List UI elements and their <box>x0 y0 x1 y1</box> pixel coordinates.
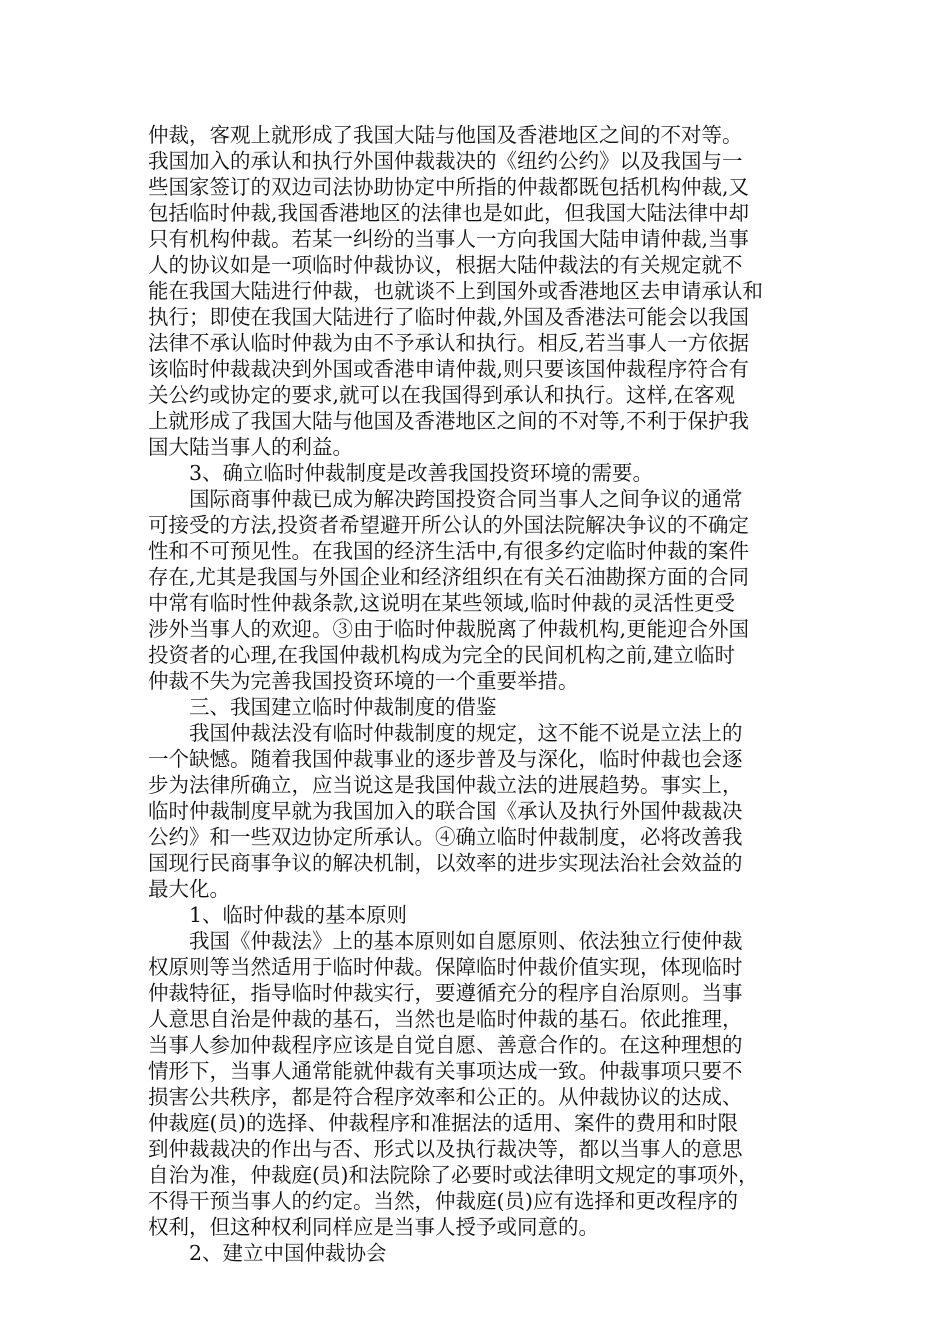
text-line: 一个缺憾。随着我国仲裁事业的逐步普及与深化，临时仲裁也会逐 <box>148 747 743 771</box>
text-line: 我国加入的承认和执行外国仲裁裁决的《纽约公约》以及我国与一 <box>148 149 743 173</box>
text-line: 不得干预当事人的约定。当然，仲裁庭(员)应有选择和更改程序的 <box>148 1189 738 1213</box>
text-line: 国现行民商事争议的解决机制，以效率的进步实现法治社会效益的 <box>148 851 743 875</box>
text-line: 自治为准，仲裁庭(员)和法院除了必要时或法律明文规定的事项外， <box>148 1163 759 1187</box>
text-line: 投资者的心理,在我国仲裁机构成为完全的民间机构之前,建立临时 <box>148 643 736 667</box>
text-line: 权利，但这种权利同样应是当事人授予或同意的。 <box>148 1215 599 1239</box>
text-line: 存在,尤其是我国与外国企业和经济组织在有关石油勘探方面的合同 <box>148 565 750 589</box>
text-line: 仲裁特征，指导临时仲裁实行，要遵循充分的程序自治原则。当事 <box>148 981 743 1005</box>
text-line: 可接受的方法,投资者希望避开所公认的外国法院解决争议的不确定 <box>148 513 750 537</box>
text-line: 损害公共秩序，都是符合程序效率和公正的。从仲裁协议的达成、 <box>148 1085 743 1109</box>
text-line: 仲裁庭(员)的选择、仲裁程序和准据法的适用、案件的费用和时限 <box>148 1111 738 1135</box>
text-line: 当事人参加仲裁程序应该是自觉自愿、善意合作的。在这种理想的 <box>148 1033 743 1057</box>
text-line: 执行；即使在我国大陆进行了临时仲裁,外国及香港法可能会以我国 <box>148 305 750 329</box>
text-line: 我国《仲裁法》上的基本原则如自愿原则、依法独立行使仲裁 <box>189 929 743 953</box>
text-line: 人意思自治是仲裁的基石，当然也是临时仲裁的基石。依此推理， <box>148 1007 743 1031</box>
text-line: 仲裁不失为完善我国投资环境的一个重要举措。 <box>148 669 579 693</box>
document-body <box>148 122 808 1266</box>
text-line: 性和不可预见性。在我国的经济生活中,有很多约定临时仲裁的案件 <box>148 539 750 563</box>
text-line: 临时仲裁制度早就为我国加入的联合国《承认及执行外国仲裁裁决 <box>148 799 743 823</box>
text-line: 人的协议如是一项临时仲裁协议，根据大陆仲裁法的有关规定就不 <box>148 253 743 277</box>
text-line: 2、建立中国仲裁协会 <box>189 1241 387 1265</box>
text-line: 情形下，当事人通常能就仲裁有关事项达成一致。仲裁事项只要不 <box>148 1059 743 1083</box>
text-line: 国际商事仲裁已成为解决跨国投资合同当事人之间争议的通常 <box>189 487 743 511</box>
text-line: 1、临时仲裁的基本原则 <box>189 903 408 927</box>
text-line: 中常有临时性仲裁条款,这说明在某些领域,临时仲裁的灵活性更受 <box>148 591 736 615</box>
text-line: 公约》和一些双边协定所承认。④确立临时仲裁制度，必将改善我 <box>148 825 743 849</box>
text-line: 3、确立临时仲裁制度是改善我国投资环境的需要。 <box>189 461 654 485</box>
text-line: 法律不承认临时仲裁为由不予承认和执行。相反,若当事人一方依据 <box>148 331 750 355</box>
text-line: 关公约或协定的要求,就可以在我国得到承认和执行。这样,在客观 <box>148 383 736 407</box>
text-line: 包括临时仲裁,我国香港地区的法律也是如此，但我国大陆法律中却 <box>148 201 750 225</box>
text-line: 只有机构仲裁。若某一纠纷的当事人一方向我国大陆申请仲裁,当事 <box>148 227 750 251</box>
text-line: 国大陆当事人的利益。 <box>148 435 353 459</box>
text-line: 步为法律所确立，应当说这是我国仲裁立法的进展趋势。事实上， <box>148 773 743 797</box>
text-line: 该临时仲裁裁决到外国或香港申请仲裁,则只要该国仲裁程序符合有 <box>148 357 750 381</box>
text-line: 能在我国大陆进行仲裁，也就谈不上到国外或香港地区去申请承认和 <box>148 279 763 303</box>
text-line: 权原则等当然适用于临时仲裁。保障临时仲裁价值实现，体现临时 <box>148 955 743 979</box>
text-line: 仲裁，客观上就形成了我国大陆与他国及香港地区之间的不对等。 <box>148 123 743 147</box>
text-line: 最大化。 <box>148 877 230 901</box>
text-line: 涉外当事人的欢迎。③由于临时仲裁脱离了仲裁机构,更能迎合外国 <box>148 617 750 641</box>
text-line: 些国家签订的双边司法协助协定中所指的仲裁都既包括机构仲裁,又 <box>148 175 750 199</box>
text-line: 上就形成了我国大陆与他国及香港地区之间的不对等,不利于保护我 <box>148 409 750 433</box>
text-line: 到仲裁裁决的作出与否、形式以及执行裁决等，都以当事人的意思 <box>148 1137 743 1161</box>
text-line: 三、我国建立临时仲裁制度的借鉴 <box>189 695 497 719</box>
text-line: 我国仲裁法没有临时仲裁制度的规定，这不能不说是立法上的 <box>189 721 743 745</box>
